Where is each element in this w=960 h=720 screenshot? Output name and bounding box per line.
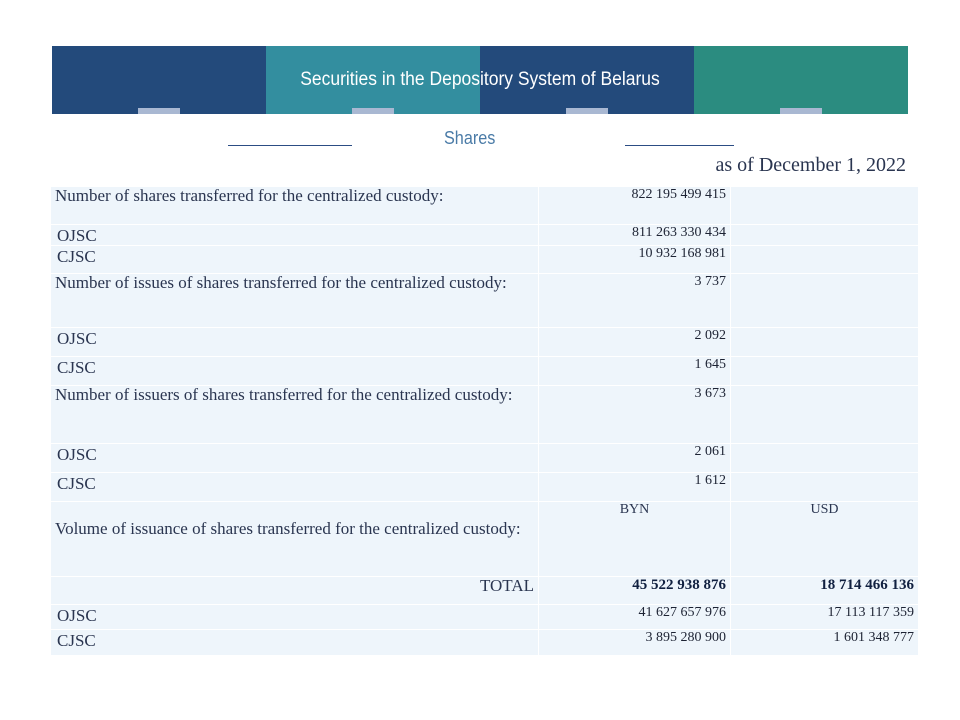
table-row [51,473,919,502]
usd-value [731,473,919,502]
table-row [51,246,919,274]
usd-value [731,246,919,274]
table-row [51,187,919,225]
byn-header: BYN [539,502,731,577]
row-label: CJSC [51,630,539,656]
row-label: CJSC [51,473,539,502]
usd-header: USD [731,502,919,577]
row-label: Number of issues of shares transferred for the centralized custody: [51,274,539,328]
total-label: TOTAL [51,577,539,605]
usd-value [731,328,919,357]
byn-value: 41 627 657 976 [539,605,731,630]
table-row [51,444,919,473]
byn-value: 3 895 280 900 [539,630,731,656]
subtitle-rule-right [625,145,734,146]
table-row [51,630,919,656]
byn-value: 3 673 [539,386,731,444]
section-subtitle: Shares [444,128,496,148]
usd-total: 18 714 466 136 [731,577,919,605]
usd-value [731,187,919,225]
row-label: Number of issuers of shares transferred for the centralized custody: [51,386,539,444]
table-row [51,357,919,386]
subtitle-rule-left [228,145,352,146]
banner-title: Securities in the Depository System of Belarus [300,69,660,90]
byn-value: 10 932 168 981 [539,246,731,274]
subtitle-row [52,126,908,154]
usd-value [731,357,919,386]
row-label: OJSC [51,225,539,246]
byn-value: 2 092 [539,328,731,357]
table-row [51,502,919,577]
byn-value: 822 195 499 415 [539,187,731,225]
usd-value: 1 601 348 777 [731,630,919,656]
row-label: CJSC [51,246,539,274]
table-row [51,328,919,357]
usd-value [731,274,919,328]
byn-value: 1 612 [539,473,731,502]
row-label: OJSC [51,328,539,357]
as-of-date: as of December 1, 2022 [715,154,906,176]
row-label: Number of shares transferred for the centralized custody: [51,187,539,225]
row-label: Volume of issuance of shares transferred for the centralized custody: [51,502,539,577]
header-banner [52,46,908,114]
table-row [51,605,919,630]
byn-total: 45 522 938 876 [539,577,731,605]
row-label: OJSC [51,444,539,473]
table-row [51,274,919,328]
byn-value: 3 737 [539,274,731,328]
row-label: OJSC [51,605,539,630]
row-label: CJSC [51,357,539,386]
usd-value [731,225,919,246]
usd-value [731,386,919,444]
byn-value: 2 061 [539,444,731,473]
byn-value: 811 263 330 434 [539,225,731,246]
usd-value: 17 113 117 359 [731,605,919,630]
shares-table [50,186,919,656]
table-row [51,386,919,444]
table-row [51,577,919,605]
byn-value: 1 645 [539,357,731,386]
table-row [51,225,919,246]
usd-value [731,444,919,473]
